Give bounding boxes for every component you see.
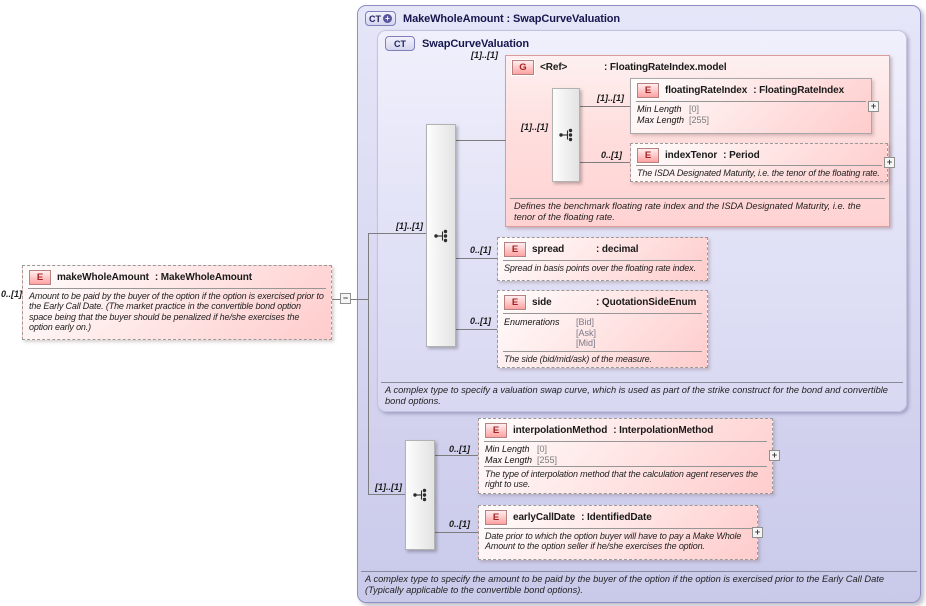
sequence-compositor-group[interactable] bbox=[552, 88, 580, 182]
group-doc: Defines the benchmark floating rate index and the ISDA Designated Maturity, i.e. the tenor of the floating rate. bbox=[510, 198, 885, 223]
enumeration-value: [Ask] bbox=[576, 327, 597, 338]
enumeration-value: [Bid] bbox=[576, 317, 595, 327]
facet-value: [255] bbox=[689, 114, 710, 125]
element-type: : decimal bbox=[596, 244, 639, 255]
cardinality-label: 0..[1] bbox=[601, 150, 623, 160]
element-box-spread[interactable] bbox=[497, 237, 708, 281]
cardinality-label: [1]..[1] bbox=[396, 221, 423, 231]
connector-trunk-line bbox=[368, 233, 369, 495]
element-name: makeWholeAmount bbox=[57, 272, 149, 283]
cardinality-label: [1]..[1] bbox=[375, 482, 402, 492]
expand-button-floatingrateindex[interactable]: + bbox=[868, 101, 879, 112]
facet-name: Max Length bbox=[637, 114, 685, 125]
facet-list bbox=[631, 102, 871, 126]
complex-type-header bbox=[358, 6, 920, 26]
enumeration-label: Enumerations bbox=[504, 317, 560, 327]
expand-button-interpolationmethod[interactable]: + bbox=[769, 450, 780, 461]
expand-button-earlycalldate[interactable]: + bbox=[752, 527, 763, 538]
cardinality-label: 0..[1] bbox=[470, 316, 492, 326]
enumeration-section bbox=[498, 314, 707, 351]
complex-type-doc: A complex type to specify the amount to be paid by the buyer of the option if the option is exercised prior to the Early Call Date (Typically applicable to the convertible bond options). bbox=[361, 571, 917, 596]
element-doc: Spread in basis points over the floating rate index. bbox=[504, 263, 696, 273]
ct-plus-badge-icon: CT + bbox=[365, 11, 396, 26]
facet-list bbox=[479, 442, 772, 466]
element-type: : MakeWholeAmount bbox=[154, 272, 253, 283]
element-doc: Date prior to which the option buyer will have to pay a Make Whole Amount to the option seller if he/she exercises the option. bbox=[485, 531, 742, 552]
connector-line bbox=[368, 233, 427, 234]
cardinality-label: [1]..[1] bbox=[597, 93, 624, 103]
element-type: : InterpolationMethod bbox=[613, 425, 714, 436]
facet-row bbox=[637, 115, 865, 126]
element-name: side bbox=[532, 297, 552, 308]
element-name: indexTenor bbox=[665, 150, 718, 161]
element-badge-icon: E bbox=[29, 270, 51, 285]
element-doc: The side (bid/mid/ask) of the measure. bbox=[504, 353, 652, 364]
element-badge-icon: E bbox=[637, 148, 659, 163]
sequence-icon bbox=[433, 228, 449, 244]
connector-line bbox=[578, 162, 631, 163]
plus-circle-icon: + bbox=[383, 14, 392, 23]
inner-type-header bbox=[378, 31, 906, 51]
element-name: interpolationMethod bbox=[513, 425, 608, 436]
element-box-indextenor[interactable] bbox=[630, 143, 888, 182]
inner-type-title: SwapCurveValuation bbox=[422, 37, 530, 50]
element-box-interpolationmethod[interactable] bbox=[478, 418, 773, 494]
element-name: earlyCallDate bbox=[513, 512, 576, 523]
enumeration-values bbox=[576, 317, 596, 349]
element-badge-icon: E bbox=[504, 295, 526, 310]
cardinality-label: 0..[1] bbox=[449, 444, 471, 454]
sequence-compositor-lower[interactable] bbox=[405, 440, 435, 550]
enumeration-value: [Mid] bbox=[576, 338, 596, 348]
sequence-icon bbox=[558, 127, 574, 143]
sequence-compositor-main[interactable] bbox=[426, 124, 456, 347]
element-box-floatingrateindex[interactable] bbox=[630, 78, 872, 134]
element-name: floatingRateIndex bbox=[665, 85, 748, 96]
element-badge-icon: E bbox=[637, 83, 659, 98]
element-type: : QuotationSideEnum bbox=[596, 297, 697, 308]
element-doc: The ISDA Designated Maturity, i.e. the tenor of the floating rate. bbox=[637, 168, 880, 178]
cardinality-label: 0..[1] bbox=[470, 245, 492, 255]
group-header bbox=[506, 56, 889, 78]
facet-value: [0] bbox=[689, 104, 700, 114]
connector-line bbox=[368, 494, 406, 495]
facet-name: Min Length bbox=[637, 104, 682, 114]
group-name: <Ref> bbox=[540, 62, 568, 73]
element-box-makewholeamount[interactable] bbox=[22, 265, 332, 340]
complex-type-title: MakeWholeAmount : SwapCurveValuation bbox=[403, 12, 621, 25]
facet-row bbox=[485, 455, 766, 466]
group-badge-icon: G bbox=[512, 60, 534, 75]
element-box-earlycalldate[interactable] bbox=[478, 505, 758, 560]
element-badge-icon: E bbox=[485, 510, 507, 525]
connector-line bbox=[454, 329, 498, 330]
element-doc: Amount to be paid by the buyer of the option if the option is exercised prior to the Early Call Date. (The market practice in the convertible bond option space being that the buyer should be penalized if he/she exercises the option early on.) bbox=[29, 291, 324, 333]
cardinality-label: 0..[1] bbox=[1, 289, 23, 299]
group-type: : FloatingRateIndex.model bbox=[604, 62, 727, 73]
cardinality-label: 0..[1] bbox=[449, 519, 471, 529]
element-name: spread bbox=[532, 244, 565, 255]
element-type: : IdentifiedDate bbox=[581, 512, 652, 523]
facet-name: Min Length bbox=[485, 444, 530, 454]
sequence-icon bbox=[412, 487, 428, 503]
collapse-button[interactable]: − bbox=[340, 293, 351, 304]
connector-line bbox=[433, 455, 479, 456]
element-doc: The type of interpolation method that the calculation agent reserves the right to use. bbox=[485, 469, 758, 490]
element-badge-icon: E bbox=[485, 423, 507, 438]
facet-value: [0] bbox=[537, 444, 548, 454]
connector-line bbox=[433, 532, 479, 533]
cardinality-label: [1]..[1] bbox=[521, 122, 548, 132]
element-type: : Period bbox=[723, 150, 760, 161]
inner-type-doc: A complex type to specify a valuation swap curve, which is used as part of the strike construct for the bond and convertible bond options. bbox=[381, 382, 903, 407]
element-box-side[interactable] bbox=[497, 290, 708, 368]
expand-button-indextenor[interactable]: + bbox=[884, 157, 895, 168]
ct-badge-icon: CT bbox=[385, 36, 415, 51]
cardinality-label: [1]..[1] bbox=[471, 50, 498, 60]
facet-row bbox=[485, 444, 766, 455]
connector-line bbox=[454, 258, 498, 259]
element-type: : FloatingRateIndex bbox=[753, 85, 845, 96]
facet-name: Max Length bbox=[485, 454, 533, 465]
element-badge-icon: E bbox=[504, 242, 526, 257]
connector-line bbox=[578, 106, 631, 107]
connector-line bbox=[454, 140, 506, 141]
facet-value: [255] bbox=[537, 454, 558, 465]
facet-row bbox=[637, 104, 865, 115]
